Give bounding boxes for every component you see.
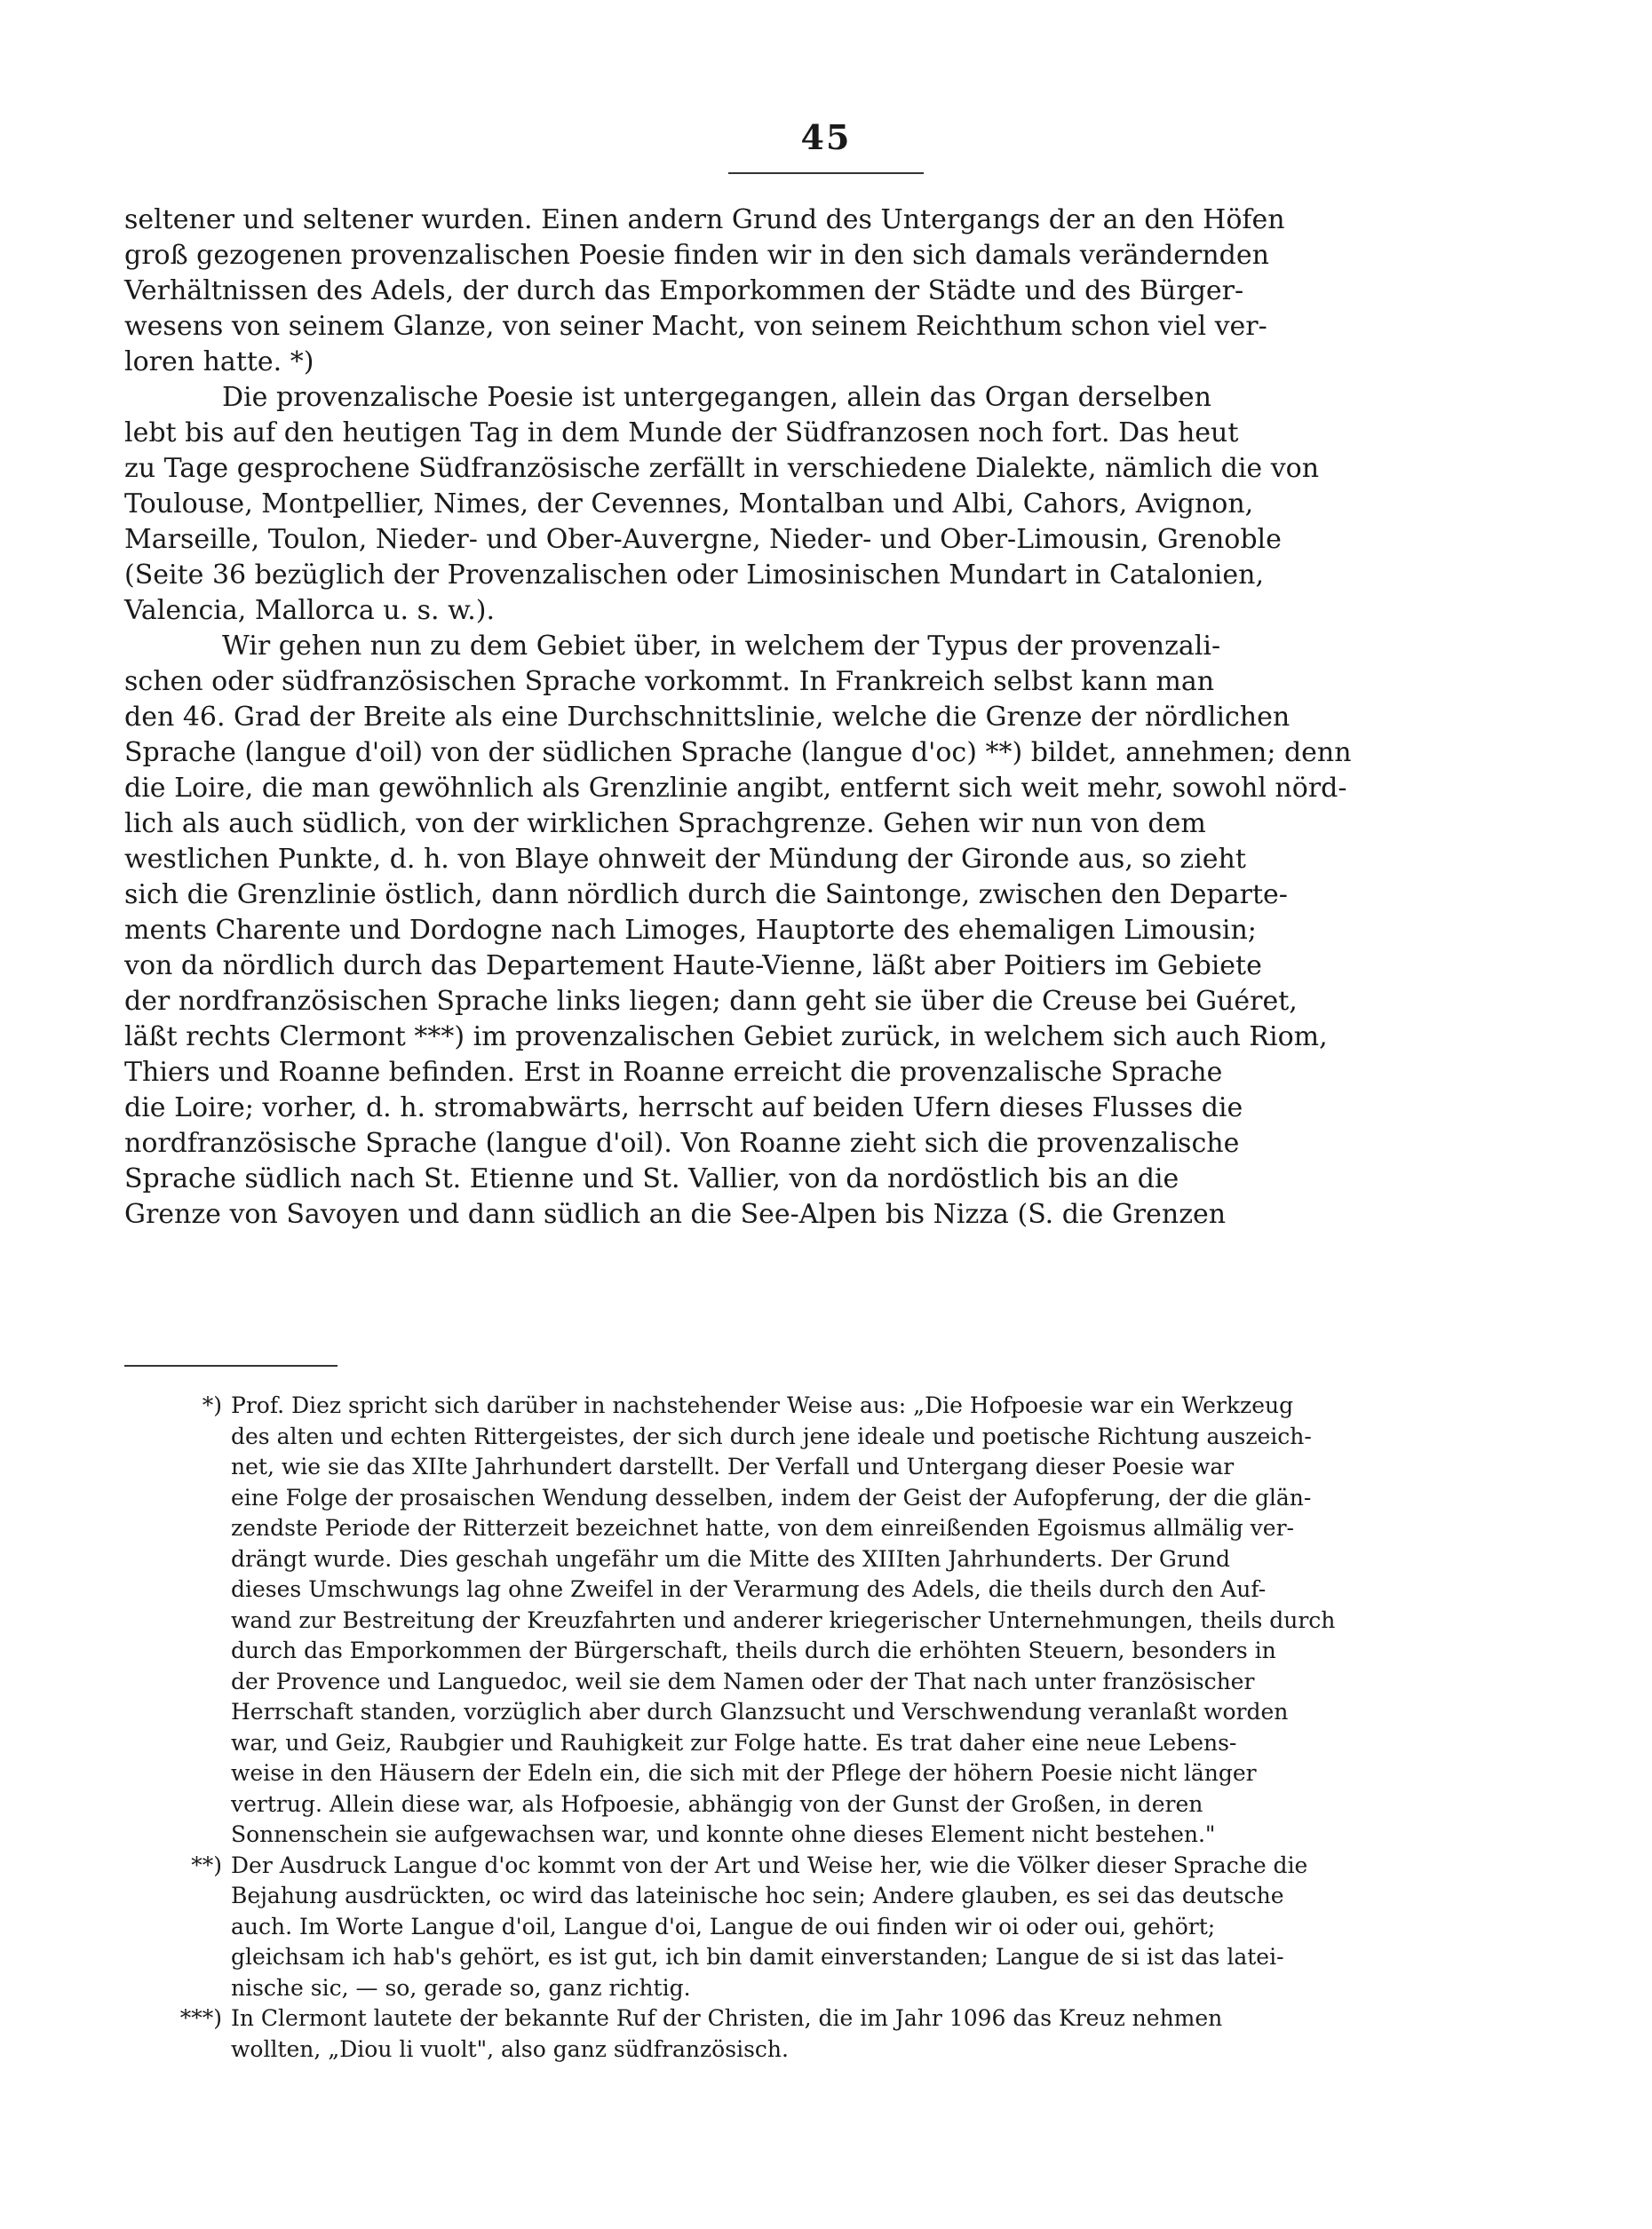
- footnote-line: [124, 1575, 1526, 1606]
- text-line: schen oder südfranzösischen Sprache vorkommt. In Frankreich selbst kann man: [124, 666, 1215, 697]
- footnote-line: [124, 1544, 1526, 1575]
- footnote-text: des alten und echten Rittergeistes, der sich durch jene ideale und poetische Richtung auszeich-: [231, 1423, 1312, 1449]
- footnote-text: vertrug. Allein diese war, als Hofpoesie, abhängig von der Gunst der Großen, in deren: [231, 1790, 1203, 1817]
- text-line: loren hatte. *): [124, 346, 314, 377]
- footnote-text: Herrschaft standen, vorzüglich aber durch Glanzsucht und Verschwendung veranlaßt worden: [231, 1699, 1289, 1725]
- footnote-text: drängt wurde. Dies geschah ungefähr um die Mitte des XIIIten Jahrhunderts. Der Grund: [231, 1545, 1231, 1572]
- text-line: der nordfranzösischen Sprache links liegen; dann geht sie über die Creuse bei Guéret,: [124, 986, 1298, 1017]
- text-line: die Loire; vorher, d. h. stromabwärts, herrscht auf beiden Ufern dieses Flusses die: [124, 1092, 1243, 1123]
- page-number: 45: [800, 117, 852, 157]
- footnote-line: [124, 1391, 1526, 1422]
- text-line: sich die Grenzlinie östlich, dann nördlich durch die Saintonge, zwischen den Departe-: [124, 879, 1288, 910]
- text-line: Verhältnissen des Adels, der durch das Emporkommen der Städte und des Bürger-: [124, 275, 1244, 306]
- footnote-line: [124, 1636, 1526, 1667]
- footnote-line: [124, 1483, 1526, 1514]
- footnote-line: [124, 1513, 1526, 1544]
- footnote-text: wollten, „Diou li vuolt", also ganz südfranzösisch.: [231, 2035, 789, 2062]
- text-line: Sprache (langue d'oil) von der südlichen Sprache (langue d'oc) **) bildet, annehmen; denn: [124, 737, 1352, 768]
- footnote-text: Bejahung ausdrückten, oc wird das lateinische hoc sein; Andere glauben, es sei das deutsche: [231, 1883, 1284, 1908]
- text-line: nordfranzösische Sprache (langue d'oil). Von Roanne zieht sich die provenzalische: [124, 1128, 1240, 1159]
- footnote-text: dieses Umschwungs lag ohne Zweifel in der Verarmung des Adels, die theils durch den Auf-: [231, 1576, 1267, 1602]
- main-text: [124, 202, 1526, 1233]
- footnote-line: [124, 1606, 1526, 1637]
- footnote-line: [124, 2003, 1526, 2035]
- text-line: groß gezogenen provenzalischen Poesie finden wir in den sich damals verändernden: [124, 240, 1269, 271]
- footnote-line: [124, 1667, 1526, 1698]
- footnote-marker: **): [191, 1852, 222, 1878]
- text-line: ments Charente und Dordogne nach Limoges, Hauptorte des ehemaligen Limousin;: [124, 915, 1257, 946]
- footnote-line: [124, 1758, 1526, 1789]
- footnote-marker: ***): [179, 2005, 222, 2031]
- footnote-line: [124, 2035, 1526, 2066]
- text-line: Wir gehen nun zu dem Gebiet über, in welchem der Typus der provenzali-: [222, 631, 1221, 662]
- footnote-text: auch. Im Worte Langue d'oil, Langue d'oi, Langue de oui finden wir oi oder oui, gehört;: [231, 1913, 1216, 1939]
- text-line: wesens von seinem Glanze, von seiner Macht, von seinem Reichthum schon viel ver-: [124, 311, 1267, 342]
- text-line: Sprache südlich nach St. Etienne und St. Vallier, von da nordöstlich bis an die: [124, 1163, 1179, 1194]
- text-line: lebt bis auf den heutigen Tag in dem Munde der Südfranzosen noch fort. Das heut: [124, 417, 1239, 448]
- footnote-line: [124, 1912, 1526, 1943]
- footnote-line: [124, 1452, 1526, 1483]
- footnote-text: der Provence und Languedoc, weil sie dem Namen oder der That nach unter französischer: [231, 1668, 1255, 1694]
- footnote-text: zendste Periode der Ritterzeit bezeichnet hatte, von dem einreißenden Egoismus allmälig ver-: [231, 1515, 1294, 1541]
- text-line: zu Tage gesprochene Südfranzösische zerfällt in verschiedene Dialekte, nämlich die von: [124, 453, 1320, 484]
- footnote-text: Sonnenschein sie aufgewachsen war, und konnte ohne dieses Element nicht bestehen.": [231, 1821, 1216, 1847]
- footnote-text: durch das Emporkommen der Bürgerschaft, theils durch die erhöhten Steuern, besonders in: [231, 1638, 1276, 1663]
- text-line: Grenze von Savoyen und dann südlich an die See-Alpen bis Nizza (S. die Grenzen: [124, 1199, 1227, 1230]
- footnote-text: eine Folge der prosaischen Wendung desselben, indem der Geist der Aufopferung, der die glän-: [231, 1484, 1312, 1511]
- footnote-line: [124, 1697, 1526, 1728]
- footnotes: [124, 1391, 1526, 2065]
- text-line: läßt rechts Clermont ***) im provenzalischen Gebiet zurück, in welchem sich auch Riom,: [124, 1021, 1328, 1052]
- text-line: Marseille, Toulon, Nieder- und Ober-Auvergne, Nieder- und Ober-Limousin, Grenoble: [124, 524, 1282, 555]
- text-line: von da nördlich durch das Departement Haute-Vienne, läßt aber Poitiers im Gebiete: [124, 950, 1262, 981]
- footnote-line: [124, 1942, 1526, 1973]
- footnote-line: [124, 1851, 1526, 1882]
- footnote-rule: [124, 1365, 338, 1367]
- footnote-text: In Clermont lautete der bekannte Ruf der Christen, die im Jahr 1096 das Kreuz nehmen: [231, 2005, 1223, 2031]
- footnote-line: [124, 1820, 1526, 1851]
- text-line: seltener und seltener wurden. Einen andern Grund des Untergangs der an den Höfen: [124, 204, 1285, 235]
- footnote-line: [124, 1422, 1526, 1453]
- text-line: Valencia, Mallorca u. s. w.).: [124, 595, 495, 626]
- header-rule: [728, 172, 924, 174]
- footnote-line: [124, 1789, 1526, 1820]
- footnote-text: net, wie sie das XIIte Jahrhundert darstellt. Der Verfall und Untergang dieser Poesie war: [231, 1454, 1235, 1479]
- text-line: lich als auch südlich, von der wirklichen Sprachgrenze. Gehen wir nun von dem: [124, 808, 1206, 839]
- footnote-text: nische sic, — so, gerade so, ganz richtig.: [231, 1974, 691, 2001]
- footnote-marker: *): [202, 1392, 222, 1418]
- footnote-line: [124, 1881, 1526, 1912]
- footnote-text: weise in den Häusern der Edeln ein, die sich mit der Pflege der höhern Poesie nicht länger: [231, 1760, 1257, 1786]
- text-line: Toulouse, Montpellier, Nimes, der Cevennes, Montalban und Albi, Cahors, Avignon,: [124, 488, 1254, 520]
- footnote-text: gleichsam ich hab's gehört, es ist gut, ich bin damit einverstanden; Langue de si ist das latei-: [231, 1944, 1284, 1970]
- text-line: die Loire, die man gewöhnlich als Grenzlinie angibt, entfernt sich weit mehr, sowohl nörd-: [124, 773, 1347, 804]
- text-line: (Seite 36 bezüglich der Provenzalischen oder Limosinischen Mundart in Catalonien,: [124, 559, 1265, 591]
- footnote-text: war, und Geiz, Raubgier und Rauhigkeit zur Folge hatte. Es trat daher eine neue Lebens-: [231, 1729, 1237, 1756]
- footnote-text: wand zur Bestreitung der Kreuzfahrten und anderer kriegerischer Unternehmungen, theils durch: [231, 1606, 1336, 1633]
- footnote-text: Prof. Diez spricht sich darüber in nachstehender Weise aus: „Die Hofpoesie war ein Werkzeug: [231, 1392, 1294, 1418]
- text-line: den 46. Grad der Breite als eine Durchschnittslinie, welche die Grenze der nördlichen: [124, 702, 1291, 733]
- text-line: westlichen Punkte, d. h. von Blaye ohnweit der Mündung der Gironde aus, so zieht: [124, 844, 1246, 875]
- text-line: Thiers und Roanne befinden. Erst in Roanne erreicht die provenzalische Sprache: [124, 1057, 1223, 1088]
- footnote-line: [124, 1973, 1526, 2004]
- footnote-line: [124, 1728, 1526, 1759]
- footnote-text: Der Ausdruck Langue d'oc kommt von der Art und Weise her, wie die Völker dieser Sprache die: [231, 1852, 1308, 1878]
- text-line: Die provenzalische Poesie ist untergegangen, allein das Organ derselben: [222, 382, 1211, 413]
